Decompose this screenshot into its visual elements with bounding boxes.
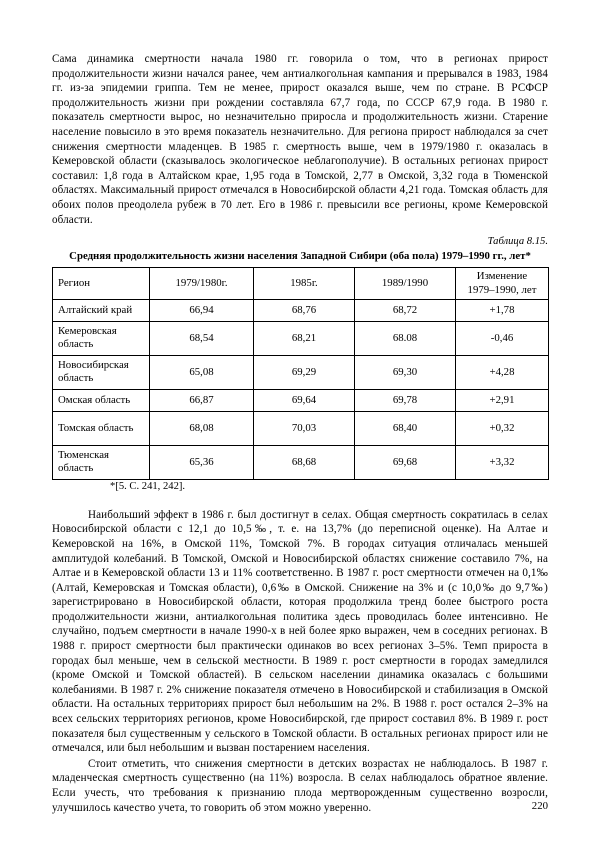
cell-change: +0,32	[456, 411, 549, 445]
table-header-row	[53, 268, 549, 299]
header-1989-1990: 1989/1990	[355, 268, 456, 299]
table-caption: Средняя продолжительность жизни населения Западной Сибири (оба пола) 1979–1990 гг., лет*	[69, 250, 531, 263]
cell-region: Омская область	[53, 389, 150, 411]
paragraph-after-table-2: Стоит отметить, что снижения смертности в детских возрастах не наблюдалось. В 1987 г. младенческая смертность существенно (на 11%) возросла. В селах наблюдалось обратное явление. Если учесть, что требования к признанию плода мертворожденным существенно возросли, улучшилось качество учета, то говорить об этом можно уверенно.	[52, 757, 548, 814]
table-number-label: Таблица 8.15.	[487, 236, 548, 248]
cell-change: +1,78	[456, 299, 549, 321]
cell-change: -0,46	[456, 321, 549, 355]
table-row	[53, 299, 549, 321]
cell-1989-1990: 69,30	[355, 355, 456, 389]
table-row	[53, 411, 549, 445]
table-row	[53, 355, 549, 389]
paragraph-after-table-1: Наибольший эффект в 1986 г. был достигнут в селах. Общая смертность сократилась в селах Новосибирской области с 12,1 до 10,5‰, т. е. на 13,7% (до переписной оценке). На Алтае и Кемеровской на 16%, в Омской 11%, Томской 7%. В городах ситуация отличалась меньшей амплитудой колебаний. В Томской, Омской и Новосибирской областях снижение составило 7%, на Алтае и в Кемеровской области 13 и 11% соответственно. В 1987 г. рост смертности отмечен на 0,1‰ (Алтай, Кемеровская и Томская области), 0,6‰ в Омской. Снижение на 3% и (с 10,0‰ до 9,7‰) зарегистрировано в Новосибирской области, которая продолжила тренд более быстрого роста продолжительности жизни, антиалкогольная политика здесь проводилась более интенсивно. Не случайно, подъем смертности в начале 1990-х в ней более ярко выражен, чем в соседних регионах. В 1988 г. прирост смертности был практически одинаков во всех регионах 3–5%. Темп прироста в городах был меньше, чем в сельской местности. В 1989 г. рост смертности в городах замедлился (кроме Омской и Томской областей). В сельском населении динамика оказалась с большими колебаниями. В 1987 г. 2% снижение показателя отмечено в Новосибирской и стабилизация в Омской области. На остальных территориях прирост был небольшим на 2%. В 1988 г. рост остался 2–3% на всех сельских территориях регионов, кроме Новосибирской, где прирост составил 8%. В 1989 г. рост показателя был существенным у сельского в Томской области. В остальных регионах прирост или не отмечался, или был небольшим и вызван постарением населения.	[52, 508, 548, 755]
cell-1985: 69,64	[254, 389, 355, 411]
cell-1989-1990: 68,72	[355, 299, 456, 321]
header-change	[456, 268, 549, 299]
cell-region: Кемеровская область	[53, 321, 150, 355]
cell-1985: 69,29	[254, 355, 355, 389]
cell-1979-1980: 68,54	[150, 321, 254, 355]
header-change-line-1: Изменение	[476, 270, 528, 283]
cell-1989-1990: 68,40	[355, 411, 456, 445]
spacer-after-footnote	[52, 494, 548, 508]
cell-1985: 68,76	[254, 299, 355, 321]
life-expectancy-table	[52, 267, 549, 479]
cell-1989-1990: 69,78	[355, 389, 456, 411]
cell-region: Тюменская область	[53, 445, 150, 479]
cell-change: +2,91	[456, 389, 549, 411]
cell-1979-1980: 66,94	[150, 299, 254, 321]
page-number: 220	[531, 800, 548, 812]
header-1979-1980: 1979/1980г.	[150, 268, 254, 299]
cell-region: Алтайский край	[53, 299, 150, 321]
cell-change: +3,32	[456, 445, 549, 479]
header-region: Регион	[53, 268, 150, 299]
cell-1989-1990: 68.08	[355, 321, 456, 355]
cell-1989-1990: 69,68	[355, 445, 456, 479]
cell-1979-1980: 66,87	[150, 389, 254, 411]
cell-1979-1980: 65,08	[150, 355, 254, 389]
cell-1985: 70,03	[254, 411, 355, 445]
table-row	[53, 321, 549, 355]
table-row	[53, 389, 549, 411]
cell-region: Новосибирская область	[53, 355, 150, 389]
table-footnote: *[5. С. 241, 242].	[110, 480, 186, 492]
cell-change: +4,28	[456, 355, 549, 389]
cell-region: Томская область	[53, 411, 150, 445]
header-change-line-2: 1979–1990, лет	[467, 283, 537, 296]
table-row	[53, 445, 549, 479]
cell-1985: 68,21	[254, 321, 355, 355]
cell-1979-1980: 65,36	[150, 445, 254, 479]
cell-1979-1980: 68,08	[150, 411, 254, 445]
header-1985: 1985г.	[254, 268, 355, 299]
paragraph-intro: Сама динамика смертности начала 1980 гг. говорила о том, что в регионах прирост продолжительности жизни начался ранее, чем антиалкогольная кампания и прерывался в 1983, 1984 гг. из-за эпидемии гриппа. Тем не менее, прирост оказался выше, чем по стране. В РСФСР продолжительность жизни при рождении составляла 67,7 года, по СССР 67,9 года. В 1980 г. показатель смертности вырос, но незначительно приросла и продолжительность жизни. Старение население повысило в это время показатель незначительно. Для региона прирост наблюдался за счет снижения смертности младенцев. В 1985 г. смертность выше, чем в 1979/1980 г. оказалась в Кемеровской области (сказывалось экологическое неблагополучие). В остальных регионах прирост составил: 1,8 года в Алтайском крае, 1,95 года в Томской, 2,77 в Омской, 3,32 года в Тюменской областях. Максимальный прирост отмечался в Новосибирской области 4,21 года. Томская область для обоих полов преодолела рубеж в 70 лет. Его в 1986 г. превысили все регионы, кроме Кемеровской области.	[52, 53, 548, 226]
spacer-after-intro	[52, 227, 548, 235]
cell-1985: 68,68	[254, 445, 355, 479]
